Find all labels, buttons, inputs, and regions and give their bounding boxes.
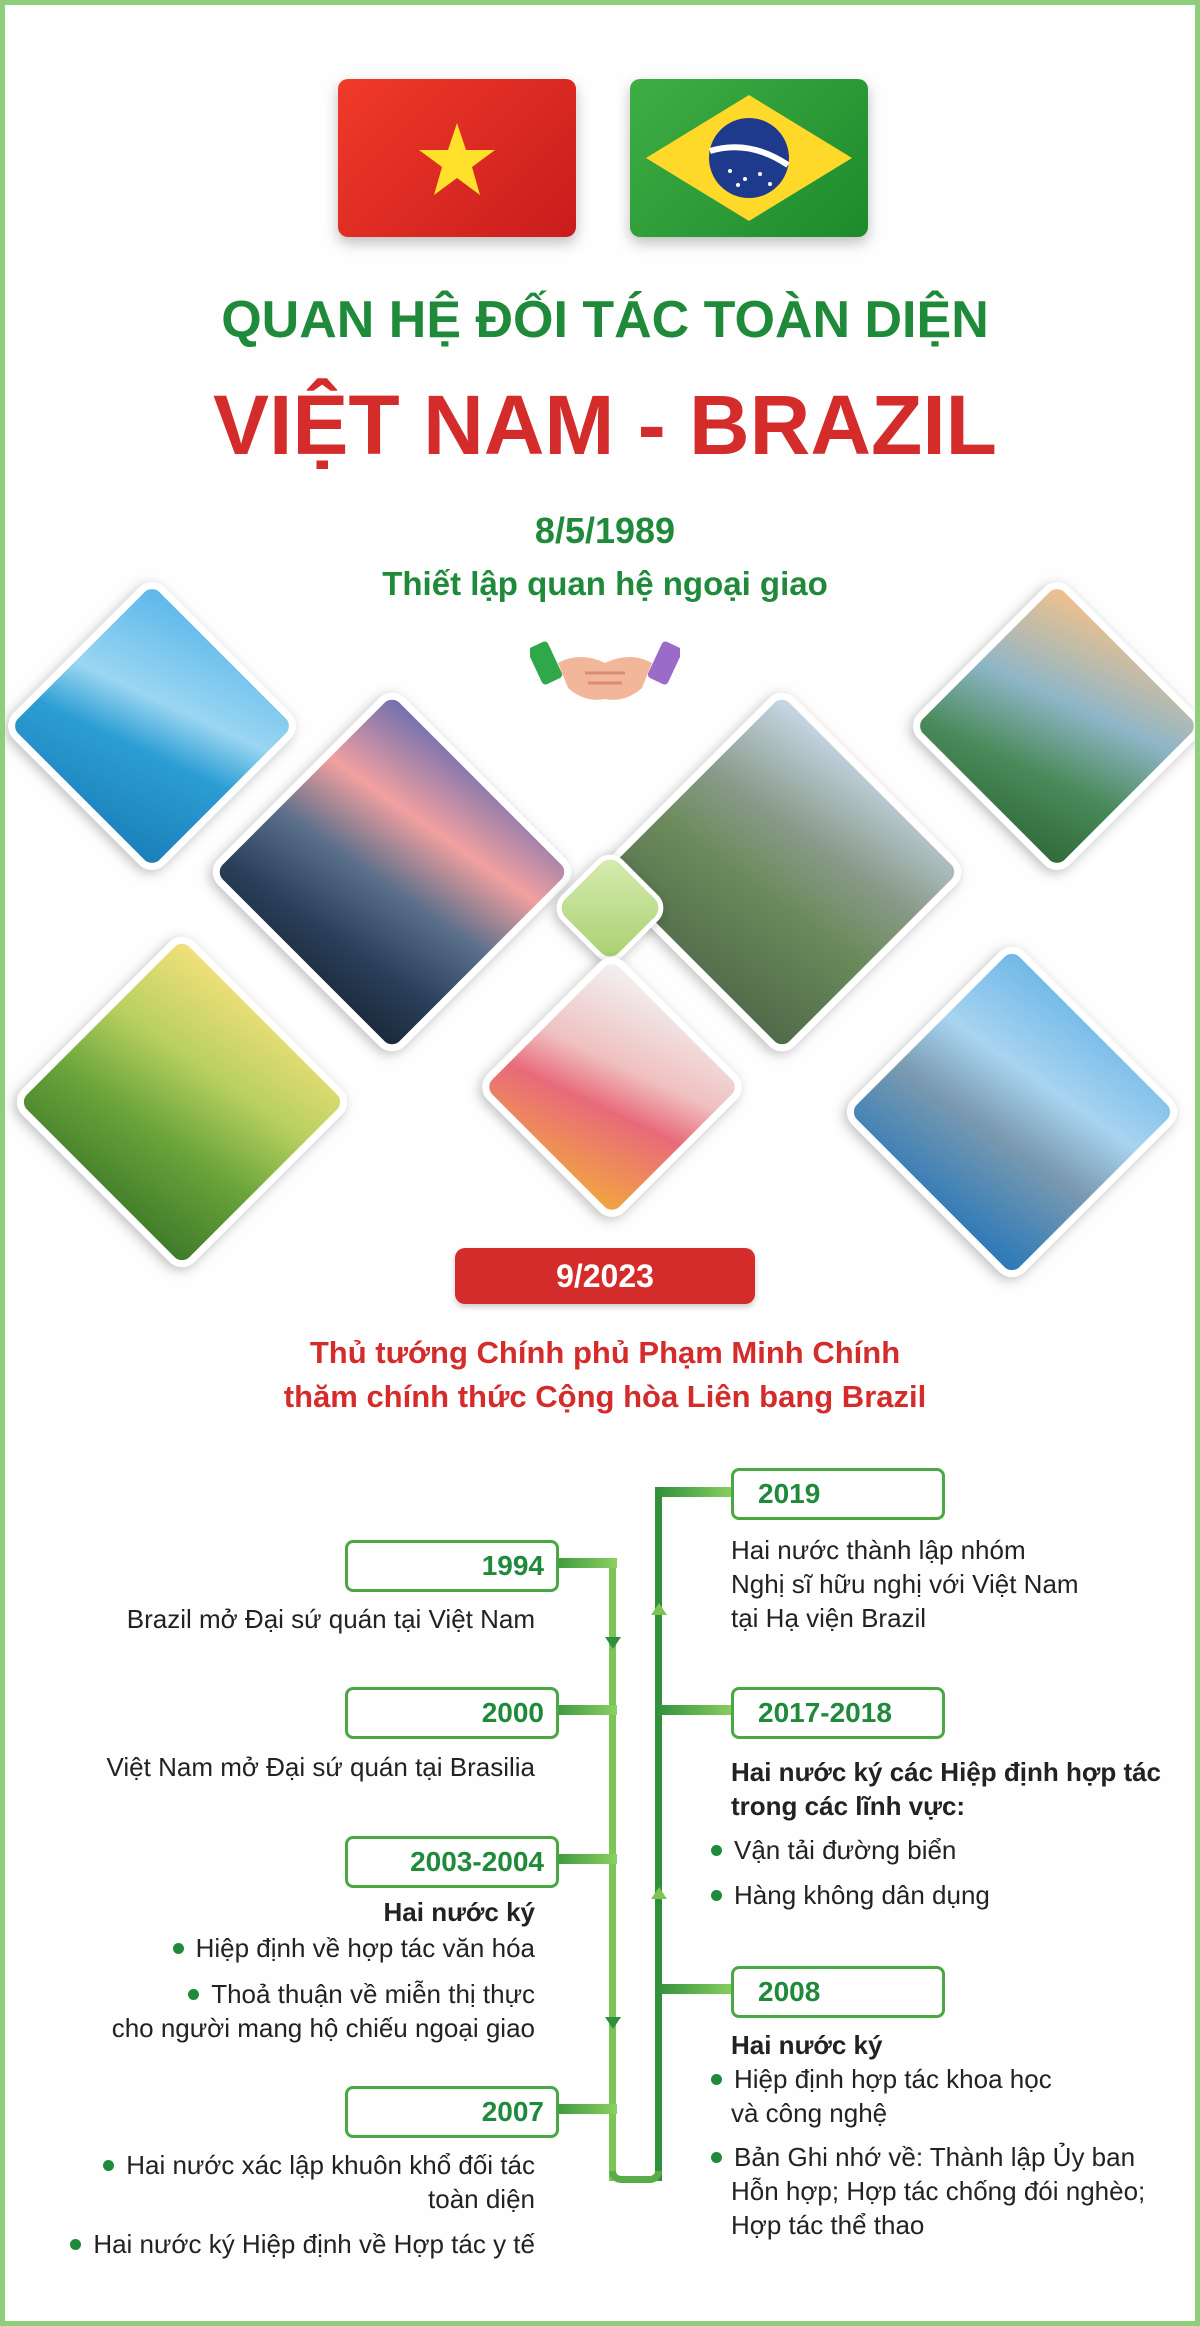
sao-paulo-image	[839, 939, 1184, 1284]
item-2007-1b: toàn diện	[428, 2184, 535, 2214]
year-2003-2004: 2003-2004	[345, 1836, 559, 1888]
connector-2017	[655, 1705, 735, 1715]
bullet-dot	[70, 2239, 81, 2250]
connector-2008	[655, 1984, 735, 1994]
brazil-flag	[630, 79, 868, 237]
year-2017-2018: 2017-2018	[731, 1687, 945, 1739]
timeline-bottom-loop	[609, 2171, 662, 2183]
year-2019: 2019	[731, 1468, 945, 1520]
item-2007-2: Hai nước ký Hiệp định về Hợp tác y tế	[70, 2227, 535, 2261]
arrow-up-icon	[649, 1601, 669, 1617]
arrow-down-icon	[603, 1635, 623, 1651]
bullet-dot	[711, 2152, 722, 2163]
text-2000: Việt Nam mở Đại sứ quán tại Brasilia	[106, 1752, 535, 1782]
visit-date-badge: 9/2023	[455, 1248, 755, 1304]
text-2019-1: Hai nước thành lập nhóm	[731, 1535, 1026, 1565]
star-icon	[338, 79, 576, 237]
visit-line1: Thủ tướng Chính phủ Phạm Minh Chính	[309, 1335, 901, 1370]
economy-chart-image	[475, 950, 749, 1224]
bullet-dot	[103, 2160, 114, 2171]
heading-2003: Hai nước ký	[383, 1897, 535, 1927]
arrow-down-icon	[603, 2015, 623, 2031]
text-1994: Brazil mở Đại sứ quán tại Việt Nam	[126, 1604, 535, 1634]
item-2017-1: Vận tải đường biển	[711, 1833, 956, 1867]
text-2019-2: Nghị sĩ hữu nghị với Việt Nam	[731, 1569, 1079, 1599]
title-line1: QUAN HỆ ĐỐI TÁC TOÀN DIỆN	[221, 291, 989, 349]
bullet-dot	[711, 2074, 722, 2085]
bullet-dot	[173, 1943, 184, 1954]
heading-2017-2: trong các lĩnh vực:	[731, 1791, 966, 1821]
bullet-dot	[188, 1989, 199, 2000]
item-2008-2b: Hỗn hợp; Hợp tác chống đói nghèo;	[731, 2176, 1146, 2206]
item-2003-1: Hiệp định về hợp tác văn hóa	[173, 1931, 535, 1965]
rice-terraces-image	[9, 929, 354, 1274]
establish-caption: Thiết lập quan hệ ngoại giao	[382, 565, 828, 602]
handshake-icon	[530, 633, 680, 713]
title-line2: VIỆT NAM - BRAZIL	[213, 378, 997, 472]
item-2008-2c: Hợp tác thể thao	[731, 2210, 925, 2240]
vietnam-flag	[338, 79, 576, 237]
year-2008: 2008	[731, 1966, 945, 2018]
text-2019-3: tại Hạ viện Brazil	[731, 1603, 927, 1633]
connector-2019	[655, 1487, 735, 1497]
item-2003-2: Thoả thuận về miễn thị thực	[188, 1977, 535, 2011]
visit-line2: thăm chính thức Cộng hòa Liên bang Brazil	[283, 1379, 927, 1414]
item-2008-1: Hiệp định hợp tác khoa học	[711, 2062, 1052, 2096]
item-2017-2: Hàng không dân dụng	[711, 1878, 990, 1912]
item-2003-2b: cho người mang hộ chiếu ngoại giao	[111, 2013, 535, 2043]
arrow-up-icon	[649, 1885, 669, 1901]
item-2007-1: Hai nước xác lập khuôn khổ đối tác	[103, 2148, 535, 2182]
heading-2017-1: Hai nước ký các Hiệp định hợp tác	[731, 1757, 1162, 1787]
year-2000: 2000	[345, 1687, 559, 1739]
item-2008-1b: và công nghệ	[731, 2098, 888, 2128]
establish-date: 8/5/1989	[534, 510, 676, 551]
timeline-right-line	[655, 1489, 662, 2181]
item-2008-2: Bản Ghi nhớ về: Thành lập Ủy ban	[711, 2140, 1135, 2174]
heading-2008: Hai nước ký	[731, 2030, 883, 2060]
rio-de-janeiro-image	[906, 575, 1200, 878]
brazil-emblem-icon	[630, 79, 868, 237]
year-1994: 1994	[345, 1540, 559, 1592]
year-2007: 2007	[345, 2086, 559, 2138]
timeline-left-line	[609, 1561, 616, 2181]
bullet-dot	[711, 1890, 722, 1901]
bullet-dot	[711, 1845, 722, 1856]
